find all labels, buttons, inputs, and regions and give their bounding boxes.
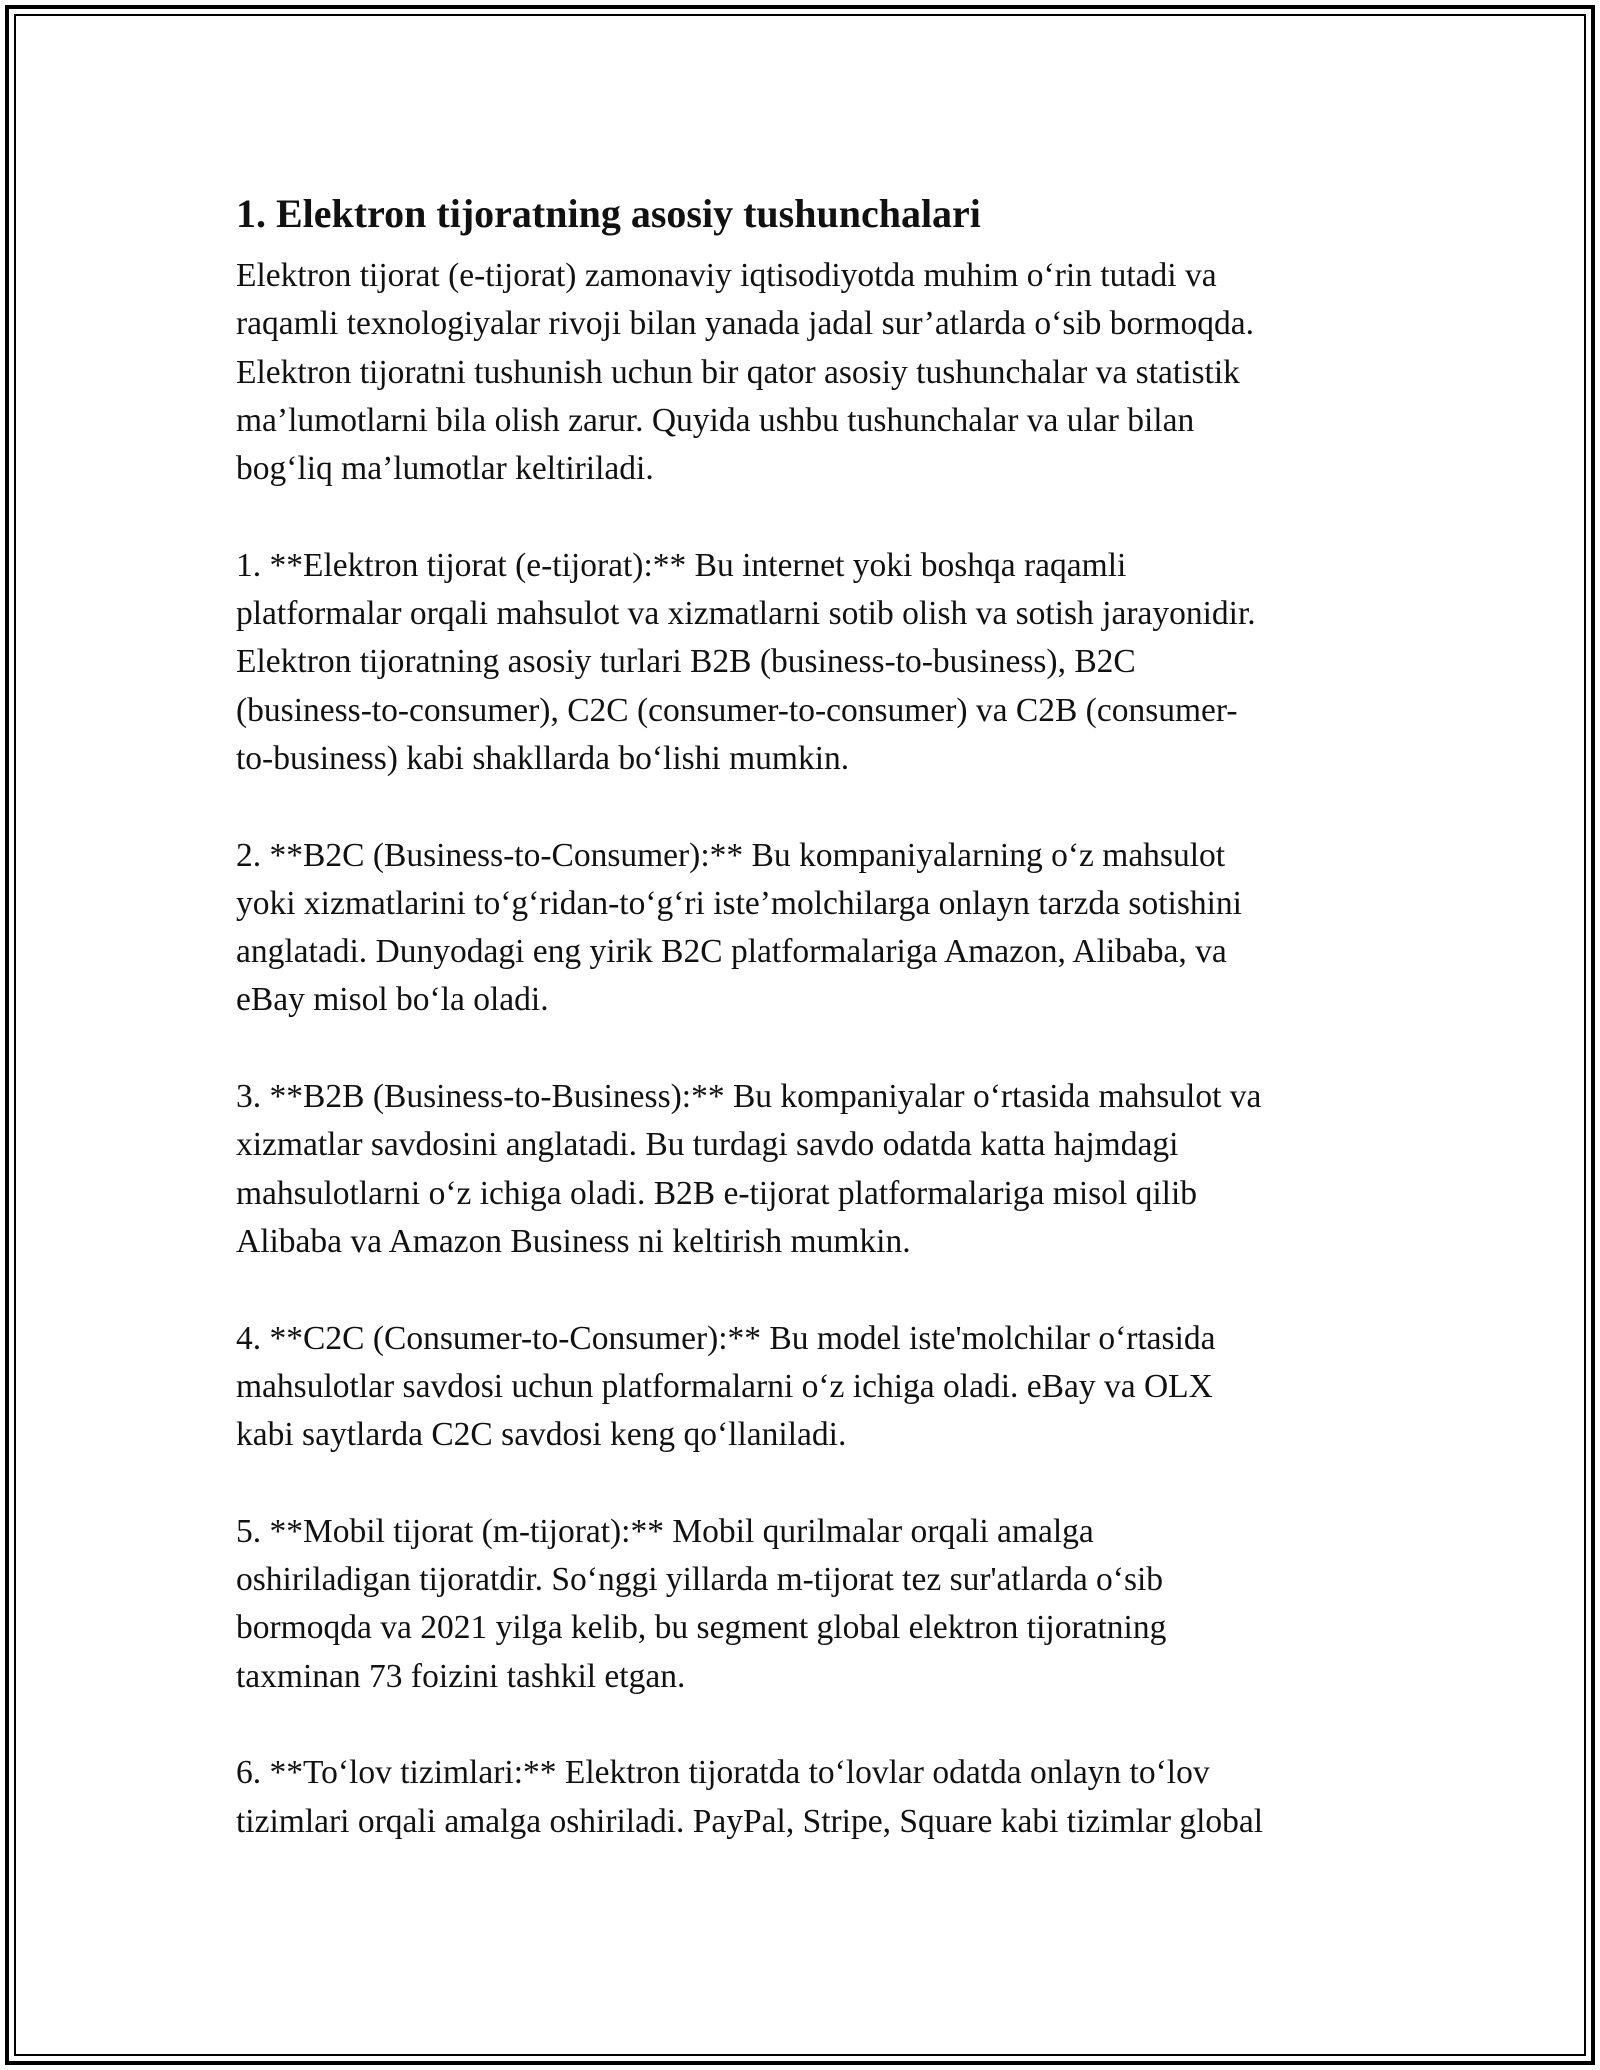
text-line: 5. **Mobil tijorat (m-tijorat):** Mobil qurilmalar orqali amalga — [236, 1512, 1094, 1550]
text-line: oshiriladigan tijoratdir. So‘nggi yillarda m-tijorat tez sur'atlarda o‘sib — [236, 1561, 1164, 1599]
text-line: ma’lumotlarni bila olish zarur. Quyida ushbu tushunchalar va ular bilan — [236, 401, 1195, 439]
text-line: 3. **B2B (Business-to-Business):** Bu kompaniyalar o‘rtasida mahsulot va — [236, 1078, 1262, 1116]
text-line: Alibaba va Amazon Business ni keltirish mumkin. — [236, 1222, 911, 1260]
text-line: 2. **B2C (Business-to-Consumer):** Bu kompaniyalarning o‘z mahsulot — [236, 836, 1226, 874]
paragraph-item-5 — [236, 1508, 1366, 1701]
text-line: mahsulotlarni o‘z ichiga oladi. B2B e-tijorat platformalariga misol qilib — [236, 1174, 1198, 1212]
document-body — [236, 186, 1366, 1894]
text-line: tizimlari orqali amalga oshiriladi. PayPal, Stripe, Square kabi tizimlar global — [236, 1802, 1264, 1840]
text-line: yoki xizmatlarini to‘g‘ridan-to‘g‘ri iste’molchilarga onlayn tarzda sotishini — [236, 884, 1242, 922]
text-line: raqamli texnologiyalar rivoji bilan yanada jadal sur’atlarda o‘sib bormoqda. — [236, 305, 1255, 343]
text-line: 4. **C2C (Consumer-to-Consumer):** Bu model iste'molchilar o‘rtasida — [236, 1319, 1216, 1357]
text-line: mahsulotlar savdosi uchun platformalarni o‘z ichiga oladi. eBay va OLX — [236, 1367, 1213, 1405]
section-heading: 1. Elektron tijoratning asosiy tushunchalari — [236, 191, 981, 236]
paragraph-item-1 — [236, 542, 1366, 783]
text-line: platformalar orqali mahsulot va xizmatlarni sotib olish va sotish jarayonidir. — [236, 595, 1256, 633]
paragraph-item-2 — [236, 832, 1366, 1025]
text-line: anglatadi. Dunyodagi eng yirik B2C platformalariga Amazon, Alibaba, va — [236, 933, 1227, 971]
text-line: Elektron tijorat (e-tijorat) zamonaviy iqtisodiyotda muhim o‘rin tutadi va — [236, 257, 1217, 294]
text-line: kabi saytlarda C2C savdosi keng qo‘llaniladi. — [236, 1416, 847, 1454]
text-line: to-business) kabi shakllarda bo‘lishi mumkin. — [236, 739, 850, 777]
text-line: 6. **To‘lov tizimlari:** Elektron tijoratda to‘lovlar odatda onlayn to‘lov — [236, 1754, 1210, 1792]
paragraph-item-4 — [236, 1315, 1366, 1460]
text-line: bormoqda va 2021 yilga kelib, bu segment global elektron tijoratning — [236, 1609, 1167, 1647]
paragraph-item-3 — [236, 1073, 1366, 1266]
text-line: Elektron tijoratning asosiy turlari B2B (business-to-business), B2C — [236, 643, 1136, 681]
text-line: 1. **Elektron tijorat (e-tijorat):** Bu internet yoki boshqa raqamli — [236, 546, 1127, 584]
text-line: bog‘liq ma’lumotlar keltiriladi. — [236, 450, 654, 488]
text-line: (business-to-consumer), C2C (consumer-to-consumer) va C2B (consumer- — [236, 691, 1238, 729]
text-line: eBay misol bo‘la oladi. — [236, 981, 549, 1019]
text-line: taxminan 73 foizini tashkil etgan. — [236, 1657, 686, 1695]
text-line: xizmatlar savdosini anglatadi. Bu turdagi savdo odatda katta hajmdagi — [236, 1126, 1179, 1164]
text-line: Elektron tijoratni tushunish uchun bir qator asosiy tushunchalar va statistik — [236, 353, 1240, 391]
paragraph-item-6 — [236, 1749, 1366, 1846]
paragraph-intro — [236, 252, 1366, 493]
